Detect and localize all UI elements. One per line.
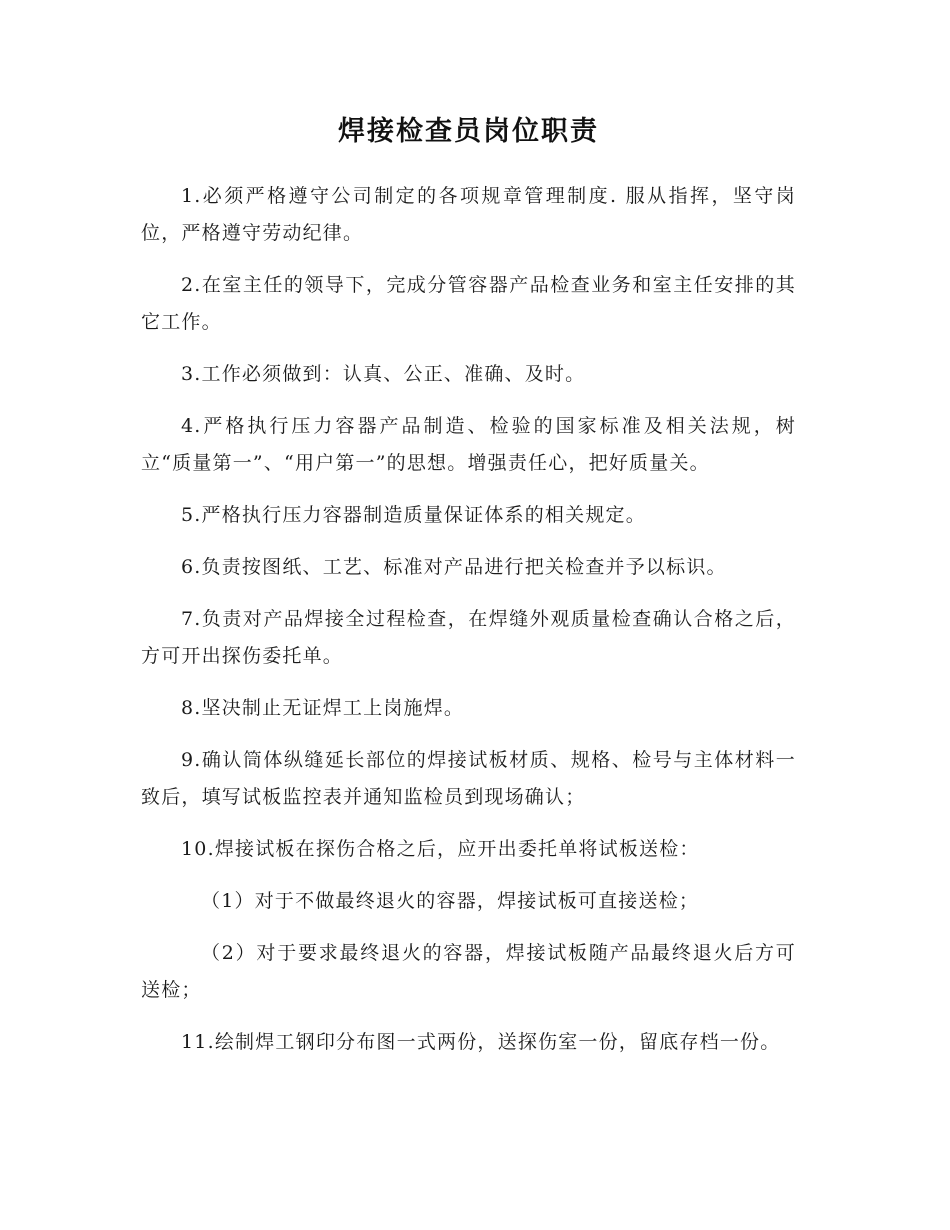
duty-item-7: 7.负责对产品焊接全过程检查，在焊缝外观质量检查确认合格之后，方可开出探伤委托单。 — [141, 608, 796, 667]
duty-subitem-10-2: （2）对于要求最终退火的容器，焊接试板随产品最终退火后方可送检； — [141, 942, 796, 1001]
duty-item-2: 2.在室主任的领导下，完成分管容器产品检查业务和室主任安排的其它工作。 — [141, 274, 796, 333]
duty-item-11: 11.绘制焊工钢印分布图一式两份，送探伤室一份，留底存档一份。 — [181, 1031, 781, 1053]
duty-item-5: 5.严格执行压力容器制造质量保证体系的相关规定。 — [181, 504, 646, 526]
duty-item-1: 1.必须严格遵守公司制定的各项规章管理制度. 服从指挥，坚守岗位，严格遵守劳动纪律。 — [141, 185, 796, 244]
duty-subitem-10-1: （1）对于不做最终退火的容器，焊接试板可直接送检； — [201, 890, 700, 912]
duty-item-9: 9.确认筒体纵缝延长部位的焊接试板材质、规格、检号与主体材料一致后，填写试板监控表并通知监检员到现场确认； — [141, 749, 796, 808]
duty-item-4: 4.严格执行压力容器产品制造、检验的国家标准及相关法规，树立“质量第一”、“用户第一”的思想。增强责任心，把好质量关。 — [141, 415, 796, 474]
document-title: 焊接检查员岗位职责 — [338, 116, 599, 147]
duty-item-8: 8.坚决制止无证焊工上岗施焊。 — [181, 697, 465, 719]
duty-item-10: 10.焊接试板在探伤合格之后，应开出委托单将试板送检： — [181, 838, 700, 860]
duty-item-6: 6.负责按图纸、工艺、标准对产品进行把关检查并予以标识。 — [181, 556, 727, 578]
duty-item-3: 3.工作必须做到：认真、公正、准确、及时。 — [181, 363, 586, 385]
